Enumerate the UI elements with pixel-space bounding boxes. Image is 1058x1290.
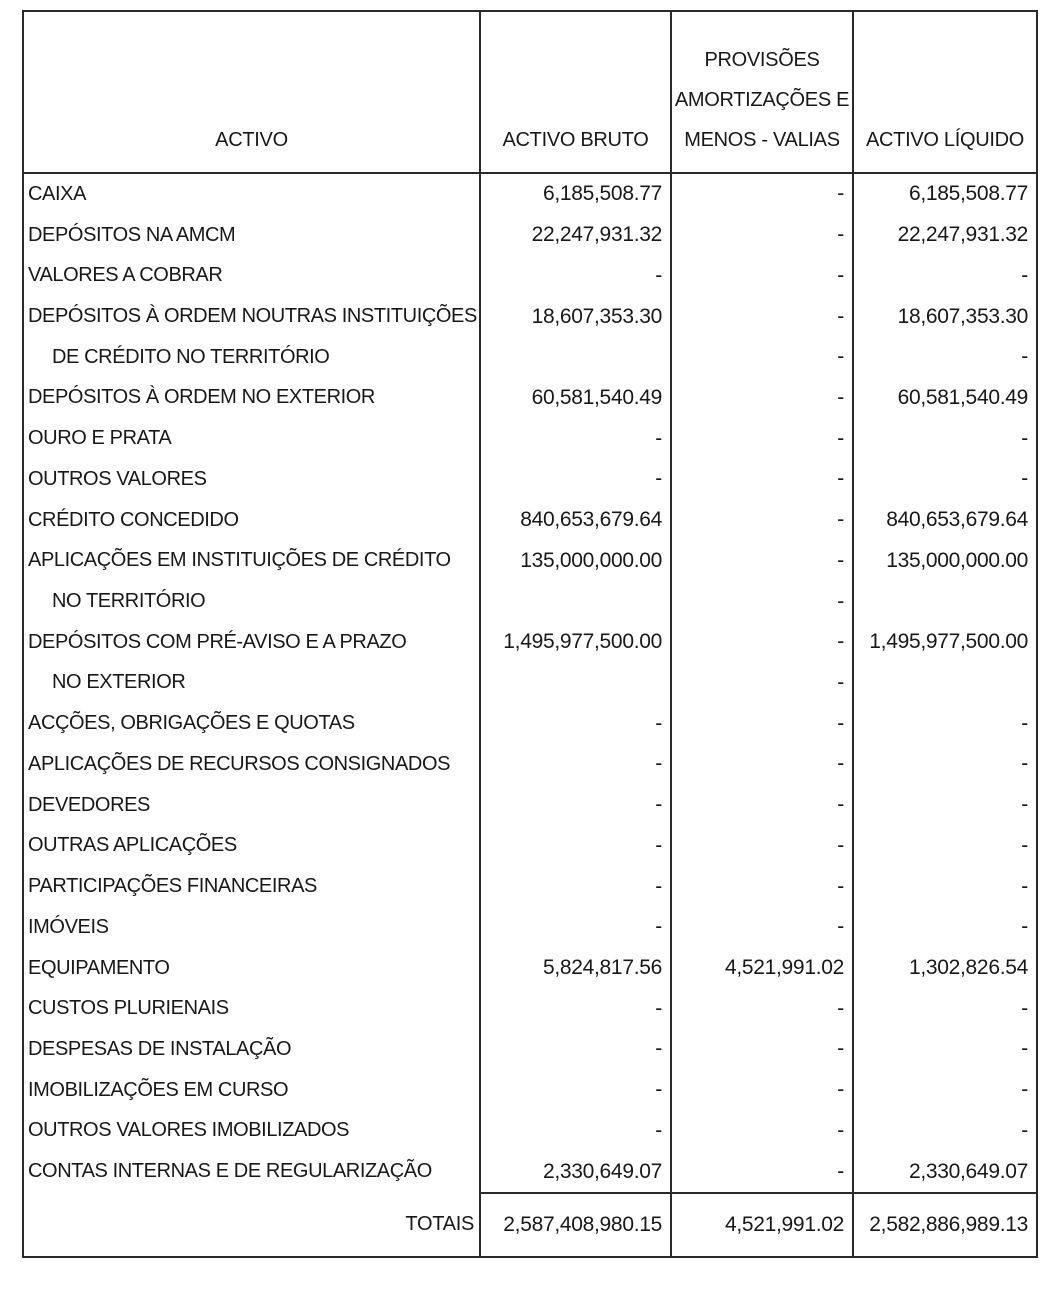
row-activo-bruto: - xyxy=(479,1111,670,1152)
row-activo-bruto: - xyxy=(479,255,670,296)
row-activo-liquido: - xyxy=(852,1070,1036,1111)
activo-table xyxy=(22,10,1038,1258)
row-activo-liquido: 1,302,826.54 xyxy=(852,948,1036,989)
row-label: NO TERRITÓRIO xyxy=(52,590,206,613)
row-provisoes: - xyxy=(670,296,852,337)
row-label: VALORES A COBRAR xyxy=(28,264,223,287)
table-row xyxy=(24,1151,1036,1192)
row-label: CONTAS INTERNAS E DE REGULARIZAÇÃO xyxy=(28,1160,432,1183)
row-provisoes: - xyxy=(670,785,852,826)
row-provisoes: - xyxy=(670,826,852,867)
table-row xyxy=(24,418,1036,459)
row-provisoes: - xyxy=(670,337,852,378)
table-row xyxy=(24,255,1036,296)
row-label: DEPÓSITOS À ORDEM NOUTRAS INSTITUIÇÕES xyxy=(28,305,477,328)
row-provisoes: - xyxy=(670,907,852,948)
row-label: DEPÓSITOS COM PRÉ-AVISO E A PRAZO xyxy=(28,630,407,653)
row-label: DESPESAS DE INSTALAÇÃO xyxy=(28,1037,292,1060)
header-provisoes-line2: AMORTIZAÇÕES E xyxy=(674,89,850,111)
table-row xyxy=(24,1070,1036,1111)
row-activo-bruto: 60,581,540.49 xyxy=(479,378,670,419)
row-activo-liquido: 18,607,353.30 xyxy=(852,296,1036,337)
row-activo-liquido: 22,247,931.32 xyxy=(852,215,1036,256)
row-activo-liquido: - xyxy=(852,703,1036,744)
row-activo-bruto: - xyxy=(479,826,670,867)
table-row xyxy=(24,785,1036,826)
header-provisoes-line1: PROVISÕES xyxy=(704,49,820,71)
header-activo-liquido-label: ACTIVO LÍQUIDO xyxy=(865,129,1025,151)
table-row xyxy=(24,826,1036,867)
row-activo-liquido xyxy=(852,581,1036,622)
row-activo-liquido: 2,330,649.07 xyxy=(852,1151,1036,1192)
header-activo-liquido xyxy=(852,12,1036,172)
table-row xyxy=(24,866,1036,907)
row-provisoes: - xyxy=(670,540,852,581)
row-label: CAIXA xyxy=(28,182,87,205)
header-activo-label: ACTIVO xyxy=(215,129,288,151)
row-label: DE CRÉDITO NO TERRITÓRIO xyxy=(52,345,330,368)
row-activo-liquido: - xyxy=(852,418,1036,459)
row-label: EQUIPAMENTO xyxy=(28,956,170,979)
row-label: OUTRAS APLICAÇÕES xyxy=(28,834,237,857)
row-label: PARTICIPAÇÕES FINANCEIRAS xyxy=(28,875,317,898)
row-activo-bruto: - xyxy=(479,1029,670,1070)
row-label: DEVEDORES xyxy=(28,793,150,816)
row-provisoes: - xyxy=(670,418,852,459)
row-label: APLICAÇÕES DE RECURSOS CONSIGNADOS xyxy=(28,752,451,775)
table-row xyxy=(24,215,1036,256)
table-row xyxy=(24,581,1036,622)
row-provisoes: - xyxy=(670,1029,852,1070)
row-activo-liquido: - xyxy=(852,255,1036,296)
table-row xyxy=(24,337,1036,378)
row-activo-bruto: - xyxy=(479,785,670,826)
row-provisoes: - xyxy=(670,866,852,907)
row-label: DEPÓSITOS NA AMCM xyxy=(28,223,236,246)
totals-activo-bruto: 2,587,408,980.15 xyxy=(479,1192,670,1256)
row-provisoes: 4,521,991.02 xyxy=(670,948,852,989)
totals-label: TOTAIS xyxy=(405,1212,474,1235)
table-row xyxy=(24,296,1036,337)
table-header xyxy=(24,12,1036,174)
row-provisoes: - xyxy=(670,215,852,256)
table-row xyxy=(24,540,1036,581)
row-activo-bruto: 1,495,977,500.00 xyxy=(479,622,670,663)
totals-row xyxy=(24,1192,1036,1256)
table-row xyxy=(24,1029,1036,1070)
row-label: OURO E PRATA xyxy=(28,427,172,450)
row-provisoes: - xyxy=(670,174,852,215)
row-label: OUTROS VALORES xyxy=(28,467,207,490)
row-activo-bruto xyxy=(479,337,670,378)
row-activo-bruto: - xyxy=(479,744,670,785)
header-activo-bruto xyxy=(479,12,670,172)
table-row xyxy=(24,459,1036,500)
row-provisoes: - xyxy=(670,703,852,744)
row-activo-liquido: 1,495,977,500.00 xyxy=(852,622,1036,663)
row-label: IMOBILIZAÇÕES EM CURSO xyxy=(28,1078,289,1101)
row-activo-bruto xyxy=(479,663,670,704)
row-activo-bruto: - xyxy=(479,418,670,459)
row-activo-bruto: - xyxy=(479,866,670,907)
row-activo-liquido: - xyxy=(852,744,1036,785)
row-provisoes: - xyxy=(670,1070,852,1111)
row-provisoes: - xyxy=(670,378,852,419)
row-provisoes: - xyxy=(670,622,852,663)
row-provisoes: - xyxy=(670,581,852,622)
row-activo-bruto: 135,000,000.00 xyxy=(479,540,670,581)
row-activo-bruto: 6,185,508.77 xyxy=(479,174,670,215)
row-activo-liquido: 840,653,679.64 xyxy=(852,500,1036,541)
row-label: OUTROS VALORES IMOBILIZADOS xyxy=(28,1119,350,1142)
header-activo xyxy=(24,12,479,172)
row-provisoes: - xyxy=(670,459,852,500)
table-row xyxy=(24,948,1036,989)
table-row xyxy=(24,500,1036,541)
table-row xyxy=(24,703,1036,744)
row-activo-liquido: 135,000,000.00 xyxy=(852,540,1036,581)
row-label: APLICAÇÕES EM INSTITUIÇÕES DE CRÉDITO xyxy=(28,549,451,572)
row-activo-bruto: 5,824,817.56 xyxy=(479,948,670,989)
totals-activo-liquido: 2,582,886,989.13 xyxy=(852,1192,1036,1256)
row-activo-liquido: - xyxy=(852,459,1036,500)
row-activo-bruto: 2,330,649.07 xyxy=(479,1151,670,1192)
row-activo-bruto: 18,607,353.30 xyxy=(479,296,670,337)
row-provisoes: - xyxy=(670,1111,852,1152)
table-body xyxy=(24,174,1036,1192)
row-activo-liquido: 6,185,508.77 xyxy=(852,174,1036,215)
row-activo-liquido: - xyxy=(852,826,1036,867)
row-activo-bruto: - xyxy=(479,988,670,1029)
row-label: IMÓVEIS xyxy=(28,915,109,938)
table-row xyxy=(24,988,1036,1029)
row-provisoes: - xyxy=(670,663,852,704)
row-provisoes: - xyxy=(670,500,852,541)
row-activo-liquido: - xyxy=(852,866,1036,907)
row-activo-bruto xyxy=(479,581,670,622)
row-provisoes: - xyxy=(670,988,852,1029)
row-activo-bruto: 840,653,679.64 xyxy=(479,500,670,541)
row-activo-bruto: - xyxy=(479,1070,670,1111)
row-provisoes: - xyxy=(670,1151,852,1192)
header-provisoes-line3: MENOS - VALIAS xyxy=(684,129,840,151)
row-activo-liquido: - xyxy=(852,1111,1036,1152)
header-activo-bruto-label: ACTIVO BRUTO xyxy=(502,129,649,151)
table-row xyxy=(24,1111,1036,1152)
row-activo-liquido xyxy=(852,663,1036,704)
table-row xyxy=(24,622,1036,663)
table-row xyxy=(24,174,1036,215)
header-provisoes xyxy=(670,12,852,172)
row-activo-bruto: - xyxy=(479,907,670,948)
row-activo-liquido: - xyxy=(852,337,1036,378)
row-label: CRÉDITO CONCEDIDO xyxy=(28,508,239,531)
row-activo-liquido: 60,581,540.49 xyxy=(852,378,1036,419)
row-label: DEPÓSITOS À ORDEM NO EXTERIOR xyxy=(28,386,375,409)
table-row xyxy=(24,744,1036,785)
row-provisoes: - xyxy=(670,744,852,785)
row-label: CUSTOS PLURIENAIS xyxy=(28,997,229,1020)
row-provisoes: - xyxy=(670,255,852,296)
row-activo-bruto: - xyxy=(479,703,670,744)
row-activo-bruto: - xyxy=(479,459,670,500)
row-label: ACÇÕES, OBRIGAÇÕES E QUOTAS xyxy=(28,712,355,735)
totals-provisoes: 4,521,991.02 xyxy=(670,1192,852,1256)
row-label: NO EXTERIOR xyxy=(52,671,186,694)
row-activo-liquido: - xyxy=(852,988,1036,1029)
row-activo-bruto: 22,247,931.32 xyxy=(479,215,670,256)
row-activo-liquido: - xyxy=(852,1029,1036,1070)
row-activo-liquido: - xyxy=(852,907,1036,948)
row-activo-liquido: - xyxy=(852,785,1036,826)
table-row xyxy=(24,907,1036,948)
table-row xyxy=(24,663,1036,704)
table-row xyxy=(24,378,1036,419)
